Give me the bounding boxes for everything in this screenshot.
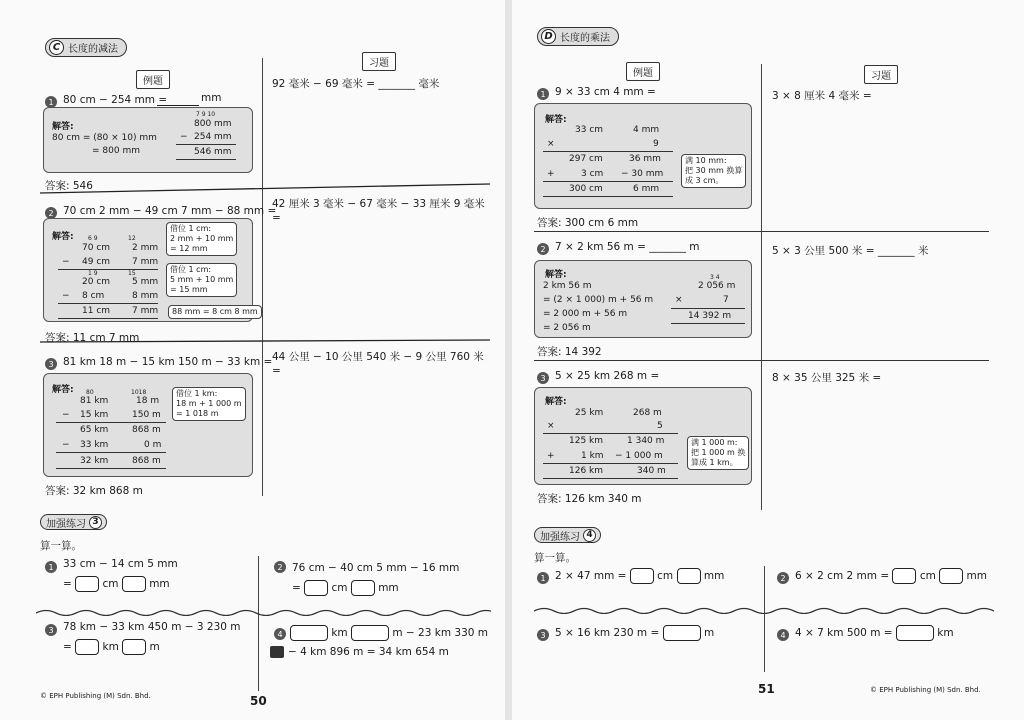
unit-label: cm	[102, 578, 119, 590]
plus-sign: +	[547, 169, 555, 179]
column-value: 0 m	[144, 440, 162, 450]
column-result: 340 m	[637, 466, 666, 476]
practice-divider	[764, 566, 765, 672]
unit-label: km	[331, 627, 348, 639]
unit-label: cm	[331, 582, 348, 594]
answer-box[interactable]	[304, 580, 328, 596]
solution-line: = (2 × 1 000) m + 56 m	[543, 295, 654, 305]
column-value: 254 mm	[194, 132, 232, 142]
minus-sign: −	[62, 257, 70, 267]
question-number: 2	[45, 207, 57, 219]
calculator-icon	[270, 646, 284, 658]
question-text: 6 × 2 cm 2 mm =	[795, 570, 890, 582]
carry-digits: 80	[86, 389, 94, 396]
practice-number: 4	[583, 529, 596, 542]
question-number: 3	[45, 358, 57, 370]
section-letter: D	[541, 29, 556, 44]
example-tag: 例题	[136, 70, 170, 89]
row-divider	[534, 231, 989, 232]
copyright-footer: © EPH Publishing (M) Sdn. Bhd.	[870, 686, 981, 694]
carry-digits: 1 9	[88, 270, 98, 277]
section-title: 长度的减法	[68, 44, 118, 55]
answer-text: 答案: 14 392	[537, 346, 602, 358]
answer-box[interactable]	[896, 625, 934, 641]
practice-instruction: 算一算。	[534, 552, 576, 564]
carry-digits: 1018	[131, 389, 147, 396]
column-value: − 30 mm	[621, 169, 664, 179]
column-value: 268 m	[633, 408, 662, 418]
column-value: − 1 000 m	[615, 451, 663, 461]
answer-box[interactable]	[677, 568, 701, 584]
column-result: 11 cm	[82, 306, 111, 316]
column-value: 20 cm	[82, 277, 111, 287]
question-number: 2	[537, 243, 549, 255]
section-title: 长度的乘法	[560, 33, 610, 44]
question-text: 70 cm 2 mm − 49 cm 7 mm − 88 mm =	[63, 205, 277, 217]
column-divider	[761, 64, 762, 510]
column-result: 14 392 m	[688, 311, 732, 321]
times-sign: ×	[547, 421, 555, 431]
question-text: 81 km 18 m − 15 km 150 m − 33 km =	[63, 356, 273, 368]
exercise-text: 42 厘米 3 毫米 − 67 毫米 − 33 厘米 9 毫米 =	[272, 198, 485, 224]
regroup-note: 满 1 000 m: 把 1 000 m 换 算成 1 km。	[687, 436, 749, 470]
column-value: 70 cm	[82, 243, 111, 253]
column-result: 126 km	[569, 466, 604, 476]
column-result: 7 mm	[132, 306, 159, 316]
exercise-tag: 习题	[362, 52, 396, 71]
question-number: 1	[537, 88, 549, 100]
exercise-text: 8 × 35 公里 325 米 =	[772, 372, 882, 384]
question-number: 3	[537, 372, 549, 384]
left-page	[0, 0, 505, 720]
question-text: 2 × 47 mm =	[555, 570, 627, 582]
worked-solution	[43, 373, 253, 477]
solution-line: 80 cm = (80 × 10) mm	[52, 133, 157, 143]
borrow-note: 借位 1 cm: 2 mm + 10 mm = 12 mm	[166, 222, 237, 256]
unit-label: mm	[149, 578, 170, 590]
question-text: 5 × 16 km 230 m =	[555, 627, 660, 639]
column-value: 25 km	[575, 408, 604, 418]
question-number: 1	[45, 96, 57, 108]
unit-label: km	[937, 627, 954, 639]
unit-label: m	[703, 627, 715, 639]
unit-label: cm	[657, 570, 674, 582]
carry-digits: 6 9	[88, 235, 98, 242]
borrow-note: 借位 1 cm: 5 mm + 10 mm = 15 mm	[166, 263, 237, 297]
times-sign: ×	[547, 139, 555, 149]
unit-label: m − 23 km 330 m	[392, 627, 488, 639]
wave-divider	[36, 608, 491, 616]
column-value: 800 mm	[194, 119, 232, 129]
column-value: 7 mm	[132, 257, 159, 267]
answer-row: = km m	[63, 641, 160, 653]
column-result: 300 cm	[569, 184, 603, 194]
question-text: 4 × 7 km 500 m =	[795, 627, 893, 639]
column-value: 4 mm	[633, 125, 660, 135]
question-text: 9 × 33 cm 4 mm =	[555, 86, 656, 98]
worked-solution	[534, 260, 752, 338]
column-result: 32 km	[80, 456, 109, 466]
answer-box[interactable]	[351, 625, 389, 641]
question-text: 76 cm − 40 cm 5 mm − 16 mm	[292, 562, 460, 574]
column-value: 150 m	[132, 410, 161, 420]
exercise-text: 5 × 3 公里 500 米 = _______ 米	[772, 245, 929, 257]
question-number: 4	[274, 628, 286, 640]
exercise-text: 92 毫米 − 69 毫米 = _______ 毫米	[272, 78, 440, 90]
column-result: 6 mm	[633, 184, 660, 194]
solution-label: 解答:	[52, 122, 74, 132]
minus-sign: −	[62, 440, 70, 450]
question-text: 7 × 2 km 56 m = _______ m	[555, 241, 700, 253]
column-value: 125 km	[569, 436, 604, 446]
solution-line: 2 km 56 m	[543, 281, 592, 291]
conversion-note: 88 mm = 8 cm 8 mm	[168, 305, 262, 319]
column-value: 8 cm	[82, 291, 105, 301]
solution-label: 解答:	[52, 385, 74, 395]
column-value: 1 km	[581, 451, 604, 461]
section-letter: C	[49, 40, 64, 55]
answer-box[interactable]	[122, 639, 146, 655]
solution-label: 解答:	[545, 270, 567, 280]
question-number: 3	[45, 624, 57, 636]
answer-text: 答案: 11 cm 7 mm	[45, 332, 140, 344]
unit-label: cm	[919, 570, 936, 582]
practice-ribbon	[534, 527, 601, 543]
column-value: 2 056 m	[698, 281, 736, 291]
worked-solution	[534, 387, 752, 485]
page-number: 51	[758, 682, 775, 696]
answer-text: 答案: 300 cm 6 mm	[537, 217, 639, 229]
unit-label: m	[149, 641, 160, 653]
question-text: − 4 km 896 m = 34 km 654 m	[288, 646, 449, 658]
answer-box[interactable]	[122, 576, 146, 592]
solution-label: 解答:	[52, 232, 74, 242]
answer-row: = cm mm	[63, 578, 170, 590]
answer-row	[555, 625, 714, 641]
answer-text: 答案: 32 km 868 m	[45, 485, 143, 497]
answer-text: 答案: 546	[45, 180, 93, 192]
question-text: 78 km − 33 km 450 m − 3 230 m	[63, 621, 241, 633]
solution-line: = 2 000 m + 56 m	[543, 309, 628, 319]
column-value: 5 mm	[132, 277, 159, 287]
column-value: 81 km	[80, 396, 109, 406]
answer-box[interactable]	[630, 568, 654, 584]
answer-box[interactable]	[75, 576, 99, 592]
question-text: 5 × 25 km 268 m =	[555, 370, 660, 382]
column-value: 297 cm	[569, 154, 603, 164]
answer-box[interactable]	[75, 639, 99, 655]
question-number: 2	[777, 572, 789, 584]
answer-row	[795, 625, 954, 641]
practice-number: 3	[89, 516, 102, 529]
column-value: 9	[653, 139, 659, 149]
practice-label: 加强练习	[46, 518, 86, 530]
unit-label: km	[102, 641, 119, 653]
solution-line: = 800 mm	[92, 146, 140, 156]
answer-box[interactable]	[892, 568, 916, 584]
answer-row	[555, 568, 724, 584]
column-value: 8 mm	[132, 291, 159, 301]
minus-sign: −	[62, 291, 70, 301]
exercise-text: 44 公里 − 10 公里 540 米 − 9 公里 760 米 =	[272, 351, 484, 377]
question-number: 1	[537, 572, 549, 584]
column-result: 868 m	[132, 456, 161, 466]
column-value: 3 cm	[581, 169, 604, 179]
practice-ribbon	[40, 514, 107, 530]
borrow-note: 借位 1 km: 18 m + 1 000 m = 1 018 m	[172, 387, 246, 421]
question-number: 2	[274, 561, 286, 573]
column-value: 7	[723, 295, 729, 305]
carry-digits: 7 9 10	[196, 111, 216, 118]
column-value: 5	[657, 421, 663, 431]
solution-line: = 2 056 m	[543, 323, 591, 333]
copyright-footer: © EPH Publishing (M) Sdn. Bhd.	[40, 692, 151, 700]
solution-label: 解答:	[545, 115, 567, 125]
solution-label: 解答:	[545, 397, 567, 407]
practice-label: 加强练习	[540, 531, 580, 543]
unit-label: mm	[703, 570, 725, 582]
exercise-tag: 习题	[864, 65, 898, 84]
column-value: 36 mm	[629, 154, 661, 164]
answer-box[interactable]	[290, 625, 328, 641]
row-divider	[534, 360, 989, 361]
answer-text: 答案: 126 km 340 m	[537, 493, 642, 505]
regroup-note: 满 10 mm: 把 30 mm 换算 成 3 cm。	[681, 154, 746, 188]
answer-row: = cm mm	[292, 582, 399, 594]
column-value: 49 cm	[82, 257, 111, 267]
right-page	[512, 0, 1024, 720]
carry-digits: 3 4	[710, 274, 720, 281]
column-value: 65 km	[80, 425, 109, 435]
answer-box[interactable]	[663, 625, 701, 641]
exercise-text: 3 × 8 厘米 4 毫米 =	[772, 90, 872, 102]
answer-row	[795, 568, 987, 584]
wave-divider	[534, 606, 994, 614]
column-value: 18 m	[136, 396, 160, 406]
minus-sign: −	[180, 132, 188, 142]
unit-label: mm	[966, 570, 987, 582]
minus-sign: −	[62, 410, 70, 420]
column-value: 868 m	[132, 425, 161, 435]
question-number: 4	[777, 629, 789, 641]
column-value: 1 340 m	[627, 436, 665, 446]
carry-digits: 15	[128, 270, 136, 277]
practice-instruction: 算一算。	[40, 540, 82, 552]
answer-row	[290, 625, 488, 641]
answer-box[interactable]	[351, 580, 375, 596]
page-number: 50	[250, 694, 267, 708]
column-value: 33 km	[80, 440, 109, 450]
unit-label: mm	[378, 582, 399, 594]
unit-label: mm	[201, 92, 222, 104]
question-number: 3	[537, 629, 549, 641]
worked-solution	[43, 218, 258, 322]
practice-divider	[258, 556, 259, 691]
section-header-d	[537, 27, 619, 46]
plus-sign: +	[547, 451, 555, 461]
worked-solution	[534, 103, 752, 209]
question-text: 80 cm − 254 mm =	[63, 94, 168, 106]
question-text: 33 cm − 14 cm 5 mm	[63, 558, 178, 570]
times-sign: ×	[675, 295, 683, 305]
example-tag: 例题	[626, 62, 660, 81]
answer-box[interactable]	[939, 568, 963, 584]
column-value: 15 km	[80, 410, 109, 420]
column-value: 33 cm	[575, 125, 604, 135]
column-result: 546 mm	[194, 147, 232, 157]
carry-digits: 12	[128, 235, 136, 242]
question-number: 1	[45, 561, 57, 573]
column-value: 2 mm	[132, 243, 159, 253]
